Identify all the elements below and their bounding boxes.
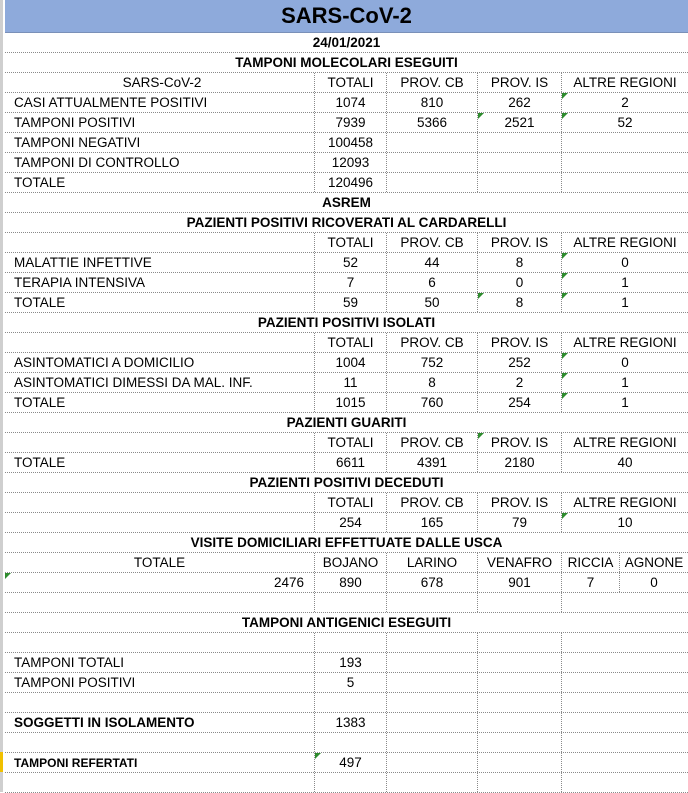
value-cell[interactable] (387, 133, 478, 152)
asrem-heading[interactable]: ASREM (322, 195, 371, 210)
header-row (5, 233, 688, 253)
value-cell[interactable]: 50 (387, 293, 478, 312)
value-cell[interactable] (478, 133, 562, 152)
row-label[interactable]: TAMPONI DI CONTROLLO (5, 153, 315, 172)
section-heading-usca[interactable]: VISITE DOMICILIARI EFFETTUATE DALLE USCA (190, 535, 503, 550)
section-heading-row (5, 213, 688, 233)
empty-cell[interactable] (387, 753, 478, 772)
empty-cell[interactable] (5, 513, 315, 532)
value-cell[interactable]: 7 (562, 573, 620, 592)
section-heading-guariti[interactable]: PAZIENTI GUARITI (286, 415, 407, 430)
empty-cell[interactable] (315, 773, 387, 792)
header-prov-cb[interactable]: PROV. CB (387, 333, 478, 352)
empty-cell[interactable] (387, 713, 478, 732)
row-label[interactable]: CASI ATTUALMENTE POSITIVI (5, 93, 315, 112)
empty-cell[interactable] (387, 693, 478, 712)
value-cell[interactable]: 252 (478, 353, 562, 372)
empty-cell[interactable] (478, 773, 562, 792)
table-row (5, 713, 688, 733)
section-heading-isolati[interactable]: PAZIENTI POSITIVI ISOLATI (257, 315, 436, 330)
value-cell[interactable]: 1 (562, 293, 688, 312)
section-heading-ricoverati[interactable]: PAZIENTI POSITIVI RICOVERATI AL CARDARELLI (186, 215, 507, 230)
row-gutter (0, 0, 3, 792)
value-cell[interactable]: 52 (562, 113, 688, 132)
empty-cell[interactable] (315, 733, 387, 752)
value-cell[interactable]: 165 (387, 513, 478, 532)
title-row (5, 0, 688, 33)
header-altre-regioni[interactable]: ALTRE REGIONI (573, 75, 677, 90)
empty-cell[interactable] (387, 733, 478, 752)
section-heading-row (5, 613, 688, 633)
table-row (5, 93, 688, 113)
empty-cell[interactable] (315, 593, 387, 612)
section-heading-deceduti[interactable]: PAZIENTI POSITIVI DECEDUTI (249, 475, 444, 490)
table-row (5, 293, 688, 313)
empty-row (5, 773, 688, 793)
value-cell[interactable]: 1004 (315, 353, 387, 372)
section-heading-row (5, 53, 688, 73)
empty-cell[interactable] (478, 713, 562, 732)
value-cell[interactable] (478, 173, 562, 192)
value-cell[interactable]: 1 (562, 273, 688, 292)
header-totali[interactable]: TOTALI (315, 433, 387, 452)
sheet-title[interactable]: SARS-CoV-2 (281, 3, 412, 28)
value-cell[interactable]: 4391 (387, 453, 478, 472)
empty-cell[interactable] (5, 733, 315, 752)
empty-cell[interactable] (478, 673, 562, 692)
empty-row (5, 733, 688, 753)
isolamento-value[interactable]: 1383 (315, 713, 387, 732)
value-cell[interactable]: 193 (315, 653, 387, 672)
header-prov-cb[interactable]: PROV. CB (387, 433, 478, 452)
table-row (5, 753, 688, 773)
row-label[interactable]: TAMPONI NEGATIVI (5, 133, 315, 152)
table-row (5, 453, 688, 473)
empty-cell[interactable] (387, 653, 478, 672)
empty-row (5, 593, 688, 613)
empty-cell[interactable] (562, 693, 688, 712)
asrem-row (5, 193, 688, 213)
value-cell[interactable]: 2521 (478, 113, 562, 132)
selected-row-marker (0, 752, 3, 772)
empty-cell[interactable] (387, 673, 478, 692)
empty-row (5, 693, 688, 713)
header-prov-is[interactable]: PROV. IS (478, 73, 562, 92)
table-row (5, 273, 688, 293)
empty-cell[interactable] (478, 753, 562, 772)
header-riccia[interactable]: RICCIA (562, 553, 620, 572)
header-totali[interactable]: TOTALI (315, 233, 387, 252)
row-label[interactable]: TAMPONI TOTALI (5, 653, 315, 672)
value-cell[interactable]: 0 (562, 253, 688, 272)
header-row (5, 333, 688, 353)
report-date[interactable]: 24/01/2021 (312, 35, 381, 50)
value-cell[interactable]: 2476 (5, 573, 315, 592)
value-cell[interactable]: 120496 (315, 173, 387, 192)
row-label[interactable]: TOTALE (5, 173, 315, 192)
header-row (5, 493, 688, 513)
table-row (5, 373, 688, 393)
value-cell[interactable]: 901 (478, 573, 562, 592)
header-row (5, 433, 688, 453)
value-cell[interactable]: 12093 (315, 153, 387, 172)
empty-cell[interactable] (5, 433, 315, 452)
date-row (5, 33, 688, 53)
value-cell[interactable]: 254 (478, 393, 562, 412)
header-altre-regioni[interactable]: ALTRE REGIONI (573, 495, 677, 510)
value-cell[interactable]: 890 (315, 573, 387, 592)
isolamento-label[interactable]: SOGGETTI IN ISOLAMENTO (5, 713, 315, 732)
header-prov-is[interactable]: PROV. IS (478, 433, 562, 452)
empty-cell[interactable] (387, 633, 478, 652)
empty-cell[interactable] (5, 593, 315, 612)
header-altre-regioni[interactable]: ALTRE REGIONI (573, 235, 677, 250)
empty-cell[interactable] (562, 633, 688, 652)
section-heading-row (5, 473, 688, 493)
table-row (5, 353, 688, 373)
value-cell[interactable]: 810 (387, 93, 478, 112)
row-label[interactable]: ASINTOMATICI DIMESSI DA MAL. INF. (5, 373, 315, 392)
row-label[interactable]: TOTALE (5, 293, 315, 312)
empty-cell[interactable] (478, 733, 562, 752)
empty-cell[interactable] (562, 753, 688, 772)
header-altre-regioni[interactable]: ALTRE REGIONI (573, 435, 677, 450)
value-cell[interactable] (478, 153, 562, 172)
refertati-label[interactable]: TAMPONI REFERTATI (5, 753, 315, 772)
value-cell[interactable] (562, 153, 688, 172)
column-label[interactable]: SARS-CoV-2 (5, 73, 315, 92)
header-totali[interactable]: TOTALI (315, 333, 387, 352)
table-row (5, 653, 688, 673)
table-row (5, 173, 688, 193)
section-heading-row (5, 313, 688, 333)
empty-cell[interactable] (5, 773, 315, 792)
value-cell[interactable]: 7 (315, 273, 387, 292)
header-larino[interactable]: LARINO (387, 553, 478, 572)
value-cell[interactable]: 100458 (315, 133, 387, 152)
value-cell[interactable]: 262 (478, 93, 562, 112)
value-cell[interactable]: 52 (315, 253, 387, 272)
empty-cell[interactable] (387, 773, 478, 792)
empty-cell[interactable] (478, 593, 562, 612)
empty-cell[interactable] (5, 633, 315, 652)
header-prov-is[interactable]: PROV. IS (478, 493, 562, 512)
value-cell[interactable]: 5366 (387, 113, 478, 132)
value-cell[interactable]: 6611 (315, 453, 387, 472)
table-row (5, 573, 688, 593)
header-totali[interactable]: TOTALI (315, 73, 387, 92)
header-prov-cb[interactable]: PROV. CB (387, 233, 478, 252)
empty-cell[interactable] (315, 693, 387, 712)
row-label[interactable]: TOTALE (5, 453, 315, 472)
value-cell[interactable]: 11 (315, 373, 387, 392)
header-agnone[interactable]: AGNONE (624, 555, 684, 570)
value-cell[interactable]: 2 (562, 93, 688, 112)
section-heading-row (5, 533, 688, 553)
table-row (5, 253, 688, 273)
header-altre-regioni[interactable]: ALTRE REGIONI (573, 335, 677, 350)
header-prov-is[interactable]: PROV. IS (478, 333, 562, 352)
value-cell[interactable]: 760 (387, 393, 478, 412)
value-cell[interactable]: 5 (315, 673, 387, 692)
empty-cell[interactable] (5, 333, 315, 352)
value-cell[interactable]: 2180 (478, 453, 562, 472)
value-cell[interactable]: 752 (387, 353, 478, 372)
value-cell[interactable] (562, 133, 688, 152)
table-row (5, 673, 688, 693)
value-cell[interactable]: 59 (315, 293, 387, 312)
value-cell[interactable]: 7939 (315, 113, 387, 132)
section-heading-antigenici[interactable]: TAMPONI ANTIGENICI ESEGUITI (241, 615, 452, 630)
value-cell[interactable]: 0 (478, 273, 562, 292)
header-row (5, 73, 688, 93)
empty-cell[interactable] (5, 693, 315, 712)
empty-cell[interactable] (315, 633, 387, 652)
header-venafro[interactable]: VENAFRO (478, 553, 562, 572)
value-cell[interactable] (387, 173, 478, 192)
value-cell[interactable]: 6 (387, 273, 478, 292)
empty-cell[interactable] (387, 593, 478, 612)
empty-cell[interactable] (5, 493, 315, 512)
row-label[interactable]: ASINTOMATICI A DOMICILIO (5, 353, 315, 372)
header-prov-cb[interactable]: PROV. CB (387, 493, 478, 512)
row-label[interactable]: TAMPONI POSITIVI (5, 113, 315, 132)
table-row (5, 513, 688, 533)
value-cell[interactable]: 10 (562, 513, 688, 532)
spreadsheet (5, 0, 688, 793)
value-cell[interactable]: 79 (478, 513, 562, 532)
header-bojano[interactable]: BOJANO (315, 553, 387, 572)
row-label[interactable]: TAMPONI POSITIVI (5, 673, 315, 692)
value-cell[interactable]: 1 (562, 393, 688, 412)
value-cell[interactable] (387, 153, 478, 172)
refertati-value[interactable]: 497 (315, 753, 387, 772)
value-cell[interactable]: 40 (617, 455, 633, 470)
table-row (5, 153, 688, 173)
empty-cell[interactable] (562, 713, 688, 732)
header-row (5, 553, 688, 573)
value-cell[interactable] (562, 173, 688, 192)
table-row (5, 133, 688, 153)
empty-cell[interactable] (562, 673, 688, 692)
value-cell[interactable]: 44 (387, 253, 478, 272)
section-heading-row (5, 413, 688, 433)
value-cell[interactable]: 0 (650, 575, 658, 590)
empty-cell[interactable] (478, 653, 562, 672)
empty-row (5, 633, 688, 653)
value-cell[interactable]: 8 (387, 373, 478, 392)
row-label[interactable]: TOTALE (5, 393, 315, 412)
value-cell[interactable]: 8 (478, 293, 562, 312)
value-cell[interactable]: 678 (387, 573, 478, 592)
header-totale[interactable]: TOTALE (5, 553, 315, 572)
value-cell[interactable]: 8 (478, 253, 562, 272)
empty-cell[interactable] (478, 633, 562, 652)
table-row (5, 393, 688, 413)
row-label[interactable]: TERAPIA INTENSIVA (5, 273, 315, 292)
value-cell[interactable]: 1074 (315, 93, 387, 112)
empty-cell[interactable] (5, 233, 315, 252)
empty-cell[interactable] (562, 733, 688, 752)
section-heading-molecolari[interactable]: TAMPONI MOLECOLARI ESEGUITI (235, 55, 458, 70)
value-cell[interactable]: 2 (478, 373, 562, 392)
empty-cell[interactable] (562, 653, 688, 672)
empty-cell[interactable] (562, 593, 688, 612)
value-cell[interactable]: 0 (562, 353, 688, 372)
table-row (5, 113, 688, 133)
empty-cell[interactable] (478, 693, 562, 712)
header-prov-cb[interactable]: PROV. CB (387, 73, 478, 92)
header-prov-is[interactable]: PROV. IS (478, 233, 562, 252)
empty-cell[interactable] (562, 773, 688, 792)
value-cell[interactable]: 1 (562, 373, 688, 392)
row-label[interactable]: MALATTIE INFETTIVE (5, 253, 315, 272)
value-cell[interactable]: 254 (315, 513, 387, 532)
value-cell[interactable]: 1015 (315, 393, 387, 412)
header-totali[interactable]: TOTALI (315, 493, 387, 512)
